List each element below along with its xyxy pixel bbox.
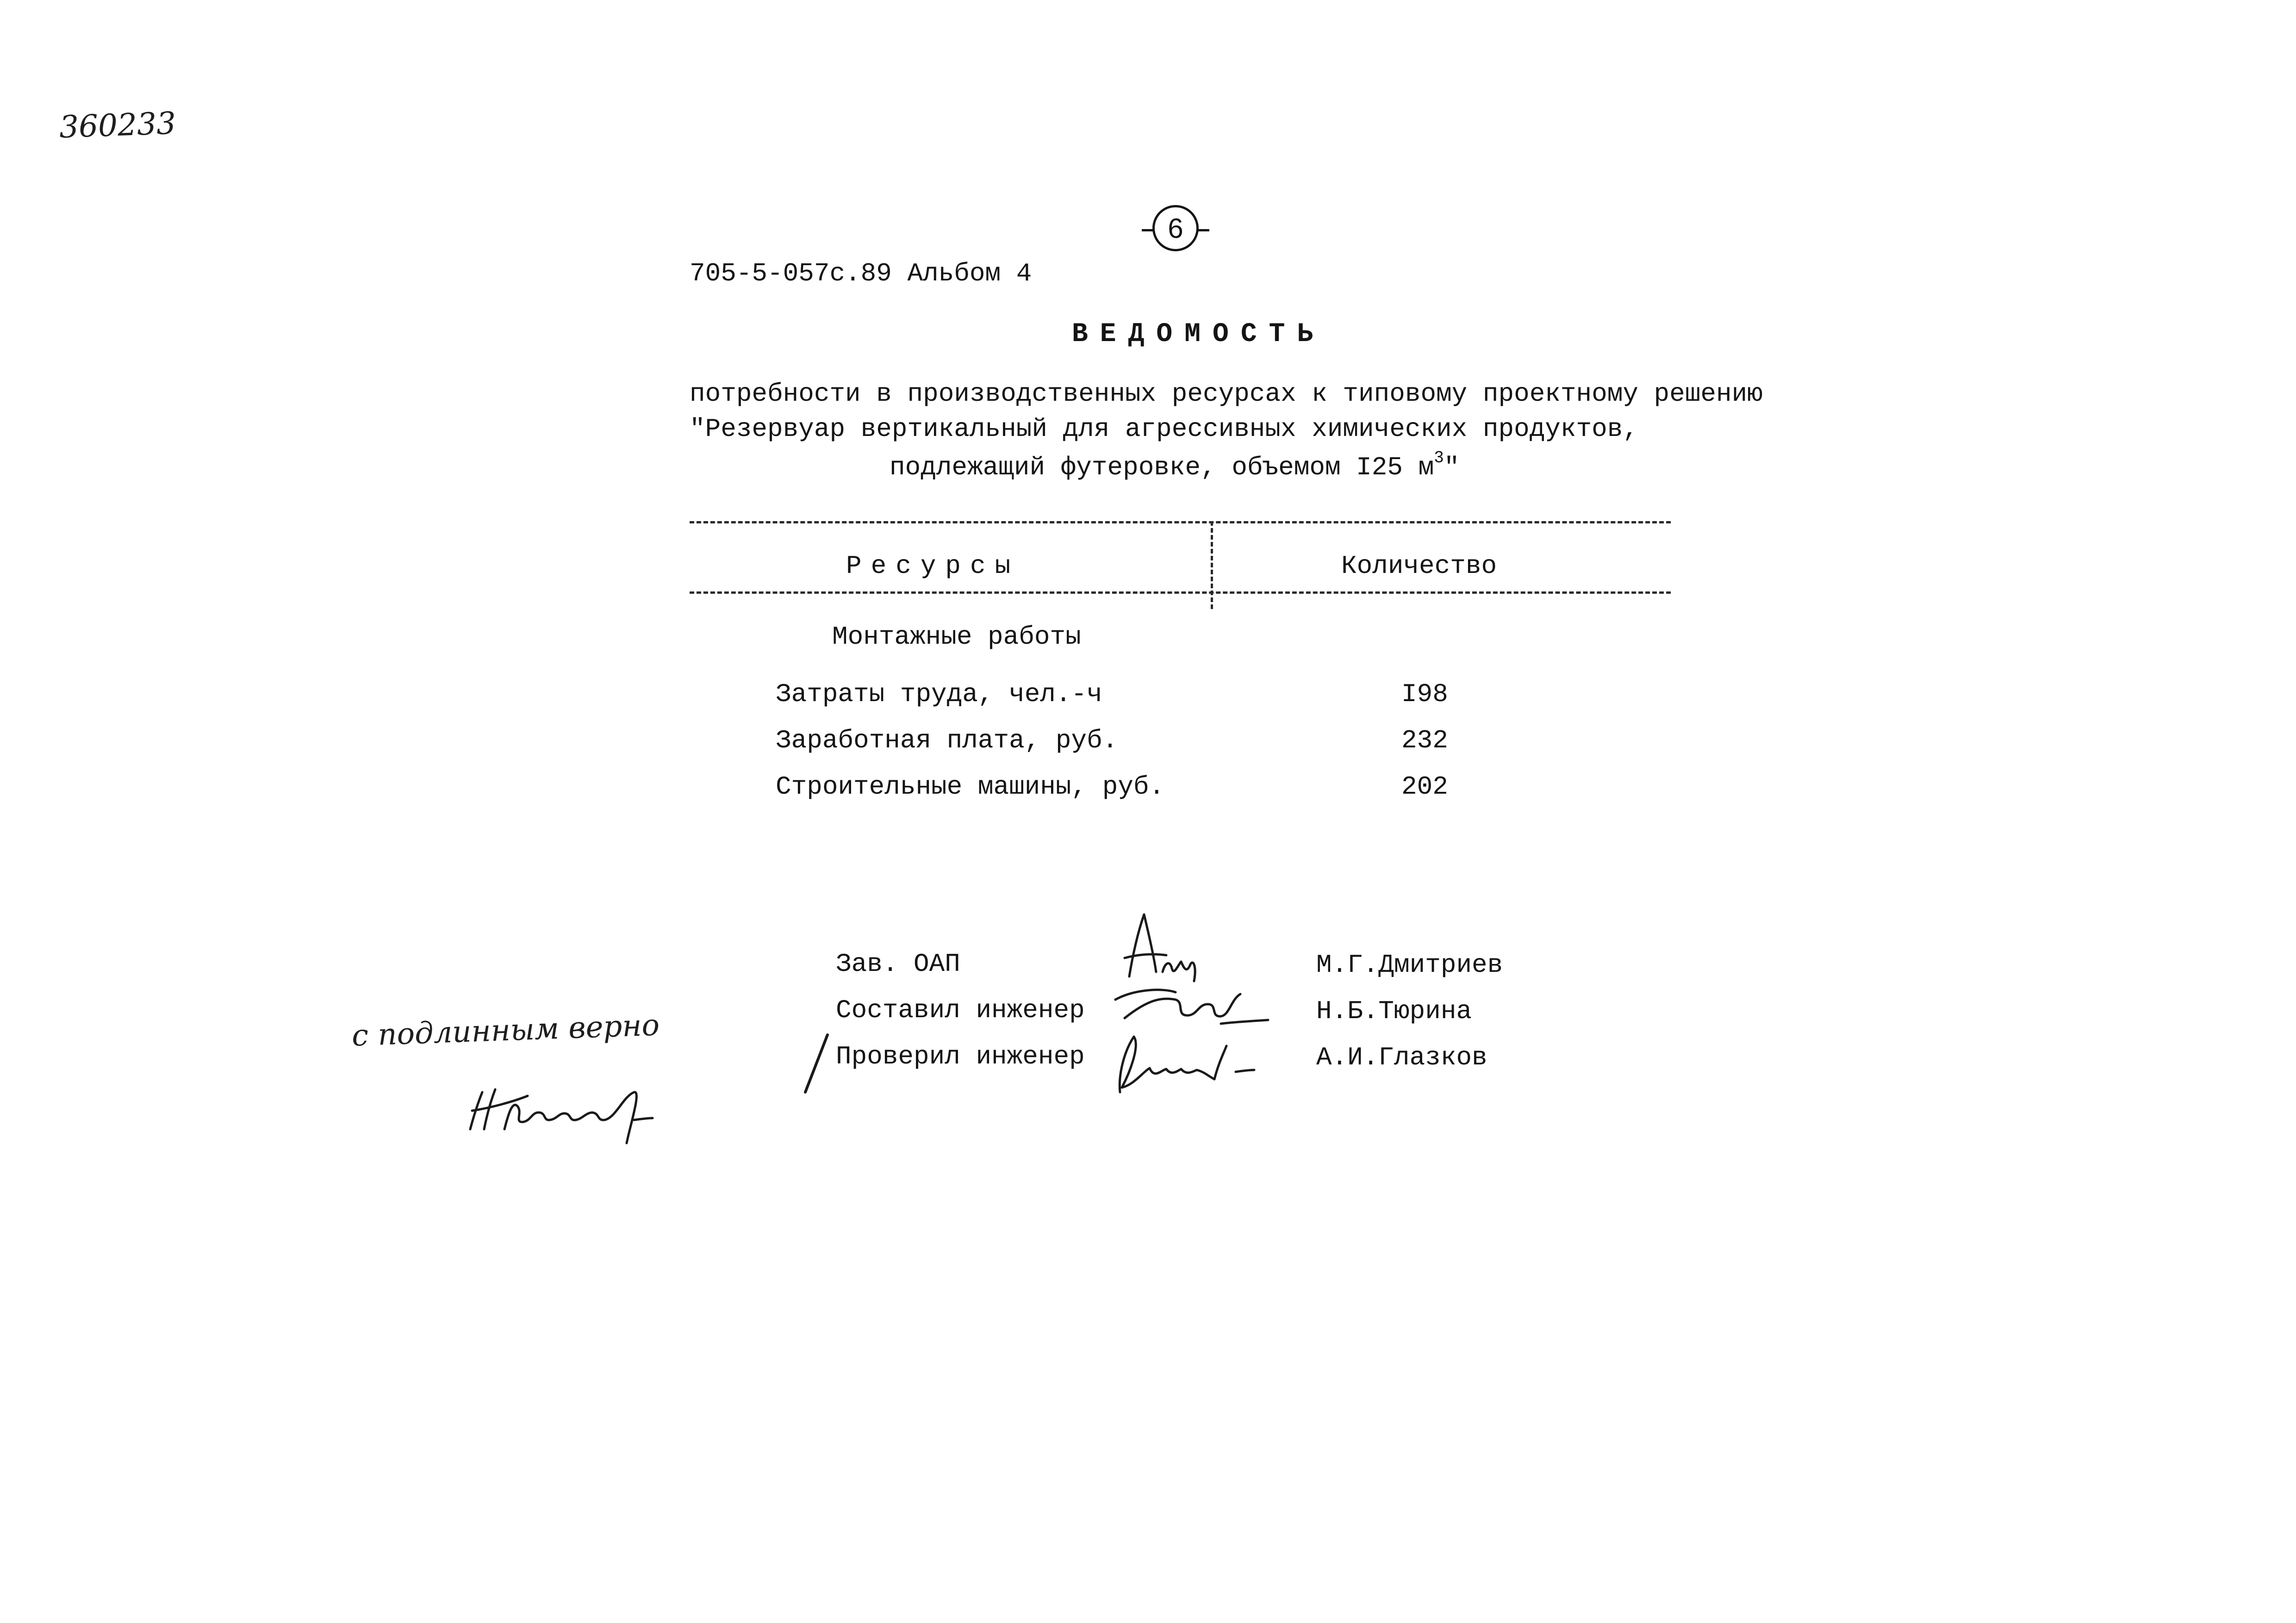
signature-name: М.Г.Дмитриев xyxy=(1316,950,1503,980)
table-section-label: Монтажные работы xyxy=(832,622,1081,652)
archive-number: 360233 xyxy=(58,105,177,145)
signature-name: Н.Б.Тюрина xyxy=(1316,996,1472,1026)
certification-note: с подлинным верно xyxy=(351,1008,660,1053)
table-row-quantity: 232 xyxy=(1401,726,1448,755)
table-row-quantity: 202 xyxy=(1401,772,1448,802)
subtitle-line-3 xyxy=(890,450,1459,480)
page-number-value: 6 xyxy=(1168,212,1183,244)
signature-role: Составил инженер xyxy=(836,995,1085,1025)
table-top-rule xyxy=(690,521,1671,523)
signature-role: Зав. ОАП xyxy=(836,949,960,979)
check-slash-mark xyxy=(801,1032,833,1097)
table-header-rule xyxy=(690,591,1671,594)
table-column-divider xyxy=(1211,521,1213,609)
signature-dmitriev xyxy=(1111,907,1203,986)
table-header-resources: Ресурсы xyxy=(846,551,1020,581)
table-row-quantity: I98 xyxy=(1401,679,1448,709)
signature-tyurina xyxy=(1106,981,1273,1032)
signature-role: Проверил инженер xyxy=(836,1042,1085,1071)
signature-name: А.И.Глазков xyxy=(1316,1043,1487,1072)
table-header-quantity: Количество xyxy=(1341,551,1497,581)
document-title: ВЕДОМОСТЬ xyxy=(1072,319,1325,349)
table-row-resource: Затраты труда, чел.-ч xyxy=(776,679,1102,709)
table-row-resource: Заработная плата, руб. xyxy=(776,726,1118,755)
page-number xyxy=(1152,205,1199,251)
subtitle-line-1: потребности в производственных ресурсах к типовому проектному решению xyxy=(690,379,1763,409)
subtitle-line-3-text: подлежащий футеровке, объемом I25 м xyxy=(890,453,1434,482)
table-row-resource: Строительные машины, руб. xyxy=(776,772,1165,802)
subtitle-line-2: "Резервуар вертикальный для агрессивных химических продуктов, xyxy=(690,414,1638,444)
signature-glazkov xyxy=(1101,1027,1277,1101)
certifier-signature xyxy=(458,1074,671,1152)
document-code: 705-5-057с.89 Альбом 4 xyxy=(690,259,1032,288)
subtitle-line-3-superscript: 3 xyxy=(1434,448,1444,467)
subtitle-line-3-end: " xyxy=(1444,453,1460,482)
